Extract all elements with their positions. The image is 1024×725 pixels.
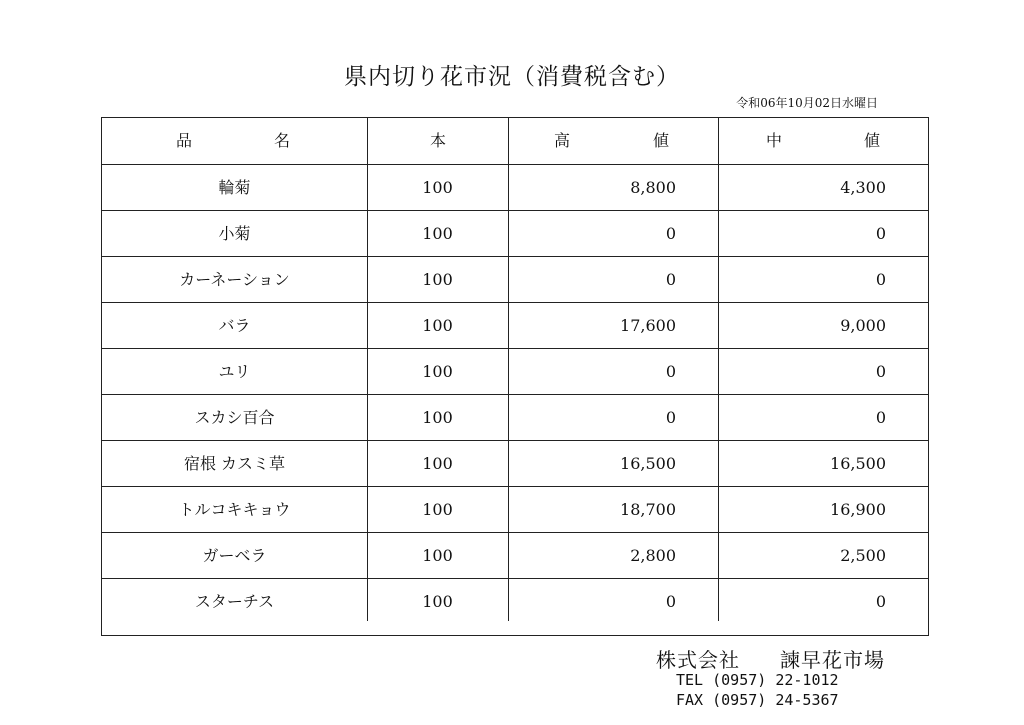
quantity: 100: [422, 224, 453, 243]
high-price: 0: [665, 224, 676, 243]
mid-price: 0: [875, 362, 886, 381]
flower-name: スターチス: [194, 592, 275, 611]
table-header-row: [102, 118, 928, 164]
mid-price: 16,500: [830, 454, 886, 473]
header-name-2: 名: [274, 131, 291, 150]
high-price: 0: [665, 362, 676, 381]
quantity: 100: [422, 270, 453, 289]
flower-name: バラ: [218, 316, 251, 335]
high-price: 8,800: [630, 178, 676, 197]
flower-name: 輪菊: [218, 178, 251, 197]
high-price: 0: [665, 592, 676, 611]
high-price: 0: [665, 270, 676, 289]
flower-name: ガーベラ: [202, 546, 267, 565]
quantity: 100: [422, 408, 453, 427]
high-price: 0: [665, 408, 676, 427]
table-row: [102, 441, 928, 487]
flower-name: スカシ百合: [194, 408, 275, 427]
mid-price: 0: [875, 592, 886, 611]
mid-price: 0: [875, 270, 886, 289]
mid-price: 2,500: [840, 546, 886, 565]
header-high-2: 値: [653, 131, 670, 150]
header-mid-2: 値: [864, 131, 881, 150]
mid-price: 4,300: [840, 178, 886, 197]
report-date: 令和06年10月02日水曜日: [736, 96, 878, 110]
flower-name: 小菊: [218, 224, 251, 243]
header-name-1: 品: [176, 131, 193, 150]
table-row: [102, 211, 928, 257]
table-row: [102, 487, 928, 533]
header-high-1: 高: [554, 131, 571, 150]
high-price: 17,600: [620, 316, 676, 335]
mid-price: 9,000: [840, 316, 886, 335]
quantity: 100: [422, 546, 453, 565]
table-row: [102, 395, 928, 441]
high-price: 2,800: [630, 546, 676, 565]
quantity: 100: [422, 178, 453, 197]
high-price: 16,500: [620, 454, 676, 473]
header-mid-1: 中: [766, 131, 783, 150]
fax-number: FAX (0957) 24-5367: [676, 691, 839, 709]
quantity: 100: [422, 500, 453, 519]
table-row: [102, 303, 928, 349]
quantity: 100: [422, 592, 453, 611]
flower-name: トルコキキョウ: [178, 500, 291, 519]
company-type: 株式会社: [656, 648, 740, 672]
company-name-text: 諫早花市場: [780, 648, 885, 672]
company-name: [656, 644, 885, 673]
table-row: [102, 349, 928, 395]
flower-name: 宿根 カスミ草: [183, 454, 286, 473]
high-price: 18,700: [620, 500, 676, 519]
tel-number: TEL (0957) 22-1012: [676, 671, 839, 689]
header-qty: 本: [430, 131, 447, 150]
page-title: 県内切り花市況（消費税含む）: [344, 64, 680, 90]
flower-name: カーネーション: [179, 270, 290, 289]
table-row: [102, 165, 928, 211]
quantity: 100: [422, 316, 453, 335]
quantity: 100: [422, 454, 453, 473]
flower-name: ユリ: [218, 362, 251, 381]
table-row: [102, 579, 928, 625]
mid-price: 0: [875, 224, 886, 243]
quantity: 100: [422, 362, 453, 381]
market-price-table: [101, 117, 929, 636]
table-row: [102, 533, 928, 579]
mid-price: 0: [875, 408, 886, 427]
table-row: [102, 257, 928, 303]
mid-price: 16,900: [830, 500, 886, 519]
